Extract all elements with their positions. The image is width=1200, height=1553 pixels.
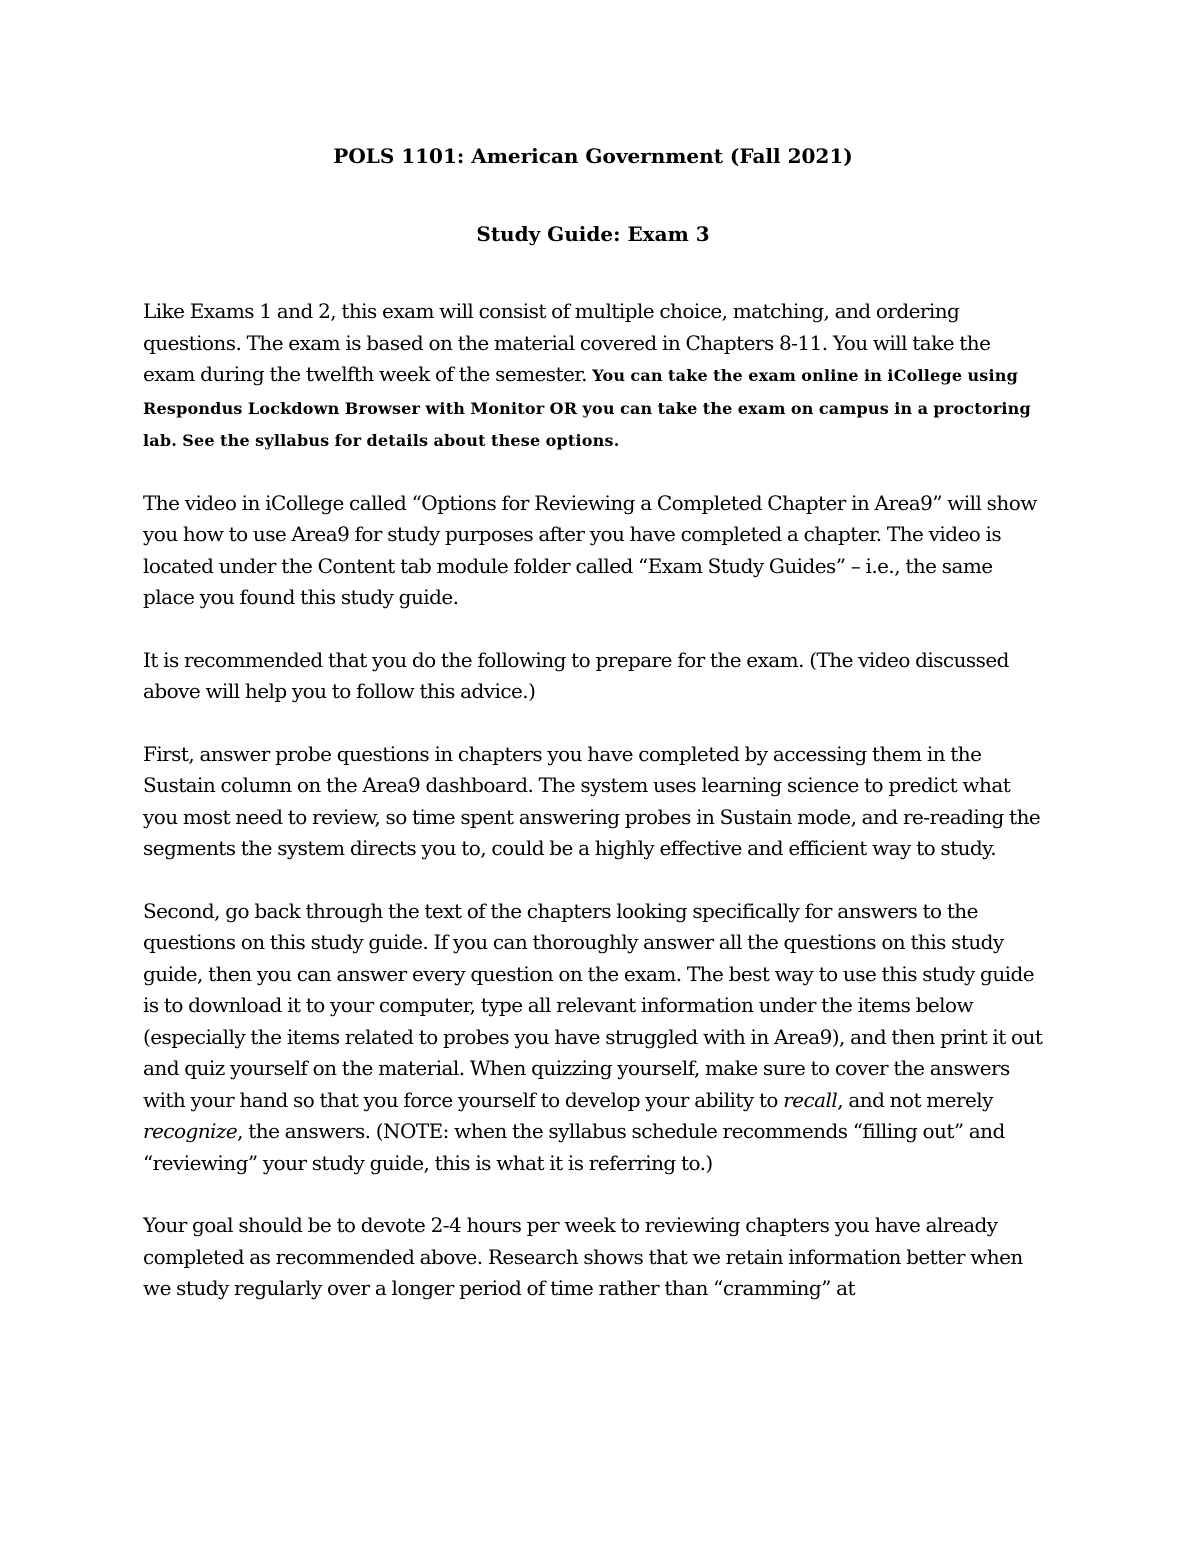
document-title: POLS 1101: American Government (Fall 2021) [333,144,853,168]
second-step-text-2: , and not merely [837,1087,993,1112]
paragraph-exam-format [143,296,1043,457]
paragraph-second-step [143,896,1043,1180]
document-subtitle: Study Guide: Exam 3 [476,222,710,246]
paragraph-study-goal: Your goal should be to devote 2-4 hours per week to reviewing chapters you have already completed as recommended above. Research shows that we retain information better when we study regularly over a longer period of time rather than “cramming” at [143,1213,1023,1300]
paragraph-recommendation: It is recommended that you do the following to prepare for the exam. (The video discussed above will help you to follow this advice.) [143,647,1009,703]
exam-options-text: You can take the exam online in iCollege using Respondus Lockdown Browser with Monitor OR you can take the exam on campus in a proctoring lab. See the syllabus for details about these options. [143,366,1031,450]
paragraph-first-step: First, answer probe questions in chapters you have completed by accessing them in the Sustain column on the Area9 dashboard. The system uses learning science to predict what you most need to review, so time spent answering probes in Sustain mode, and re-reading the segments the system directs you to, could be a highly effective and efficient way to study. [143,741,1041,860]
second-step-text-1: Second, go back through the text of the chapters looking specifically for answers to the questions on this study guide. If you can thoroughly answer all the questions on this study guide, then you can answer every question on the exam. The best way to use this study guide is to download it to your computer, type all relevant information under the items below (especially the items related to probes you have struggled with in Area9), and then print it out and quiz yourself on the material. When quizzing yourself, make sure to cover the answers with your hand so that you force yourself to develop your ability to [143,898,1043,1112]
second-step-text-3: , the answers. (NOTE: when the syllabus schedule recommends “filling out” and “reviewing” your study guide, this is what it is referring to.) [143,1119,1005,1175]
exam-format-text: Like Exams 1 and 2, this exam will consist of multiple choice, matching, and ordering questions. The exam is based on the material covered in Chapters 8-11. You will take the exam during the twelfth week of the semester. [143,299,991,386]
paragraph-video-info: The video in iCollege called “Options for Reviewing a Completed Chapter in Area9” will show you how to use Area9 for study purposes after you have completed a chapter. The video is located under the Content tab module folder called “Exam Study Guides” – i.e., the same place you found this study guide. [143,490,1037,609]
document-body [143,140,1043,1336]
emphasis-recall: recall [783,1087,838,1112]
emphasis-recognize: recognize [143,1119,238,1143]
